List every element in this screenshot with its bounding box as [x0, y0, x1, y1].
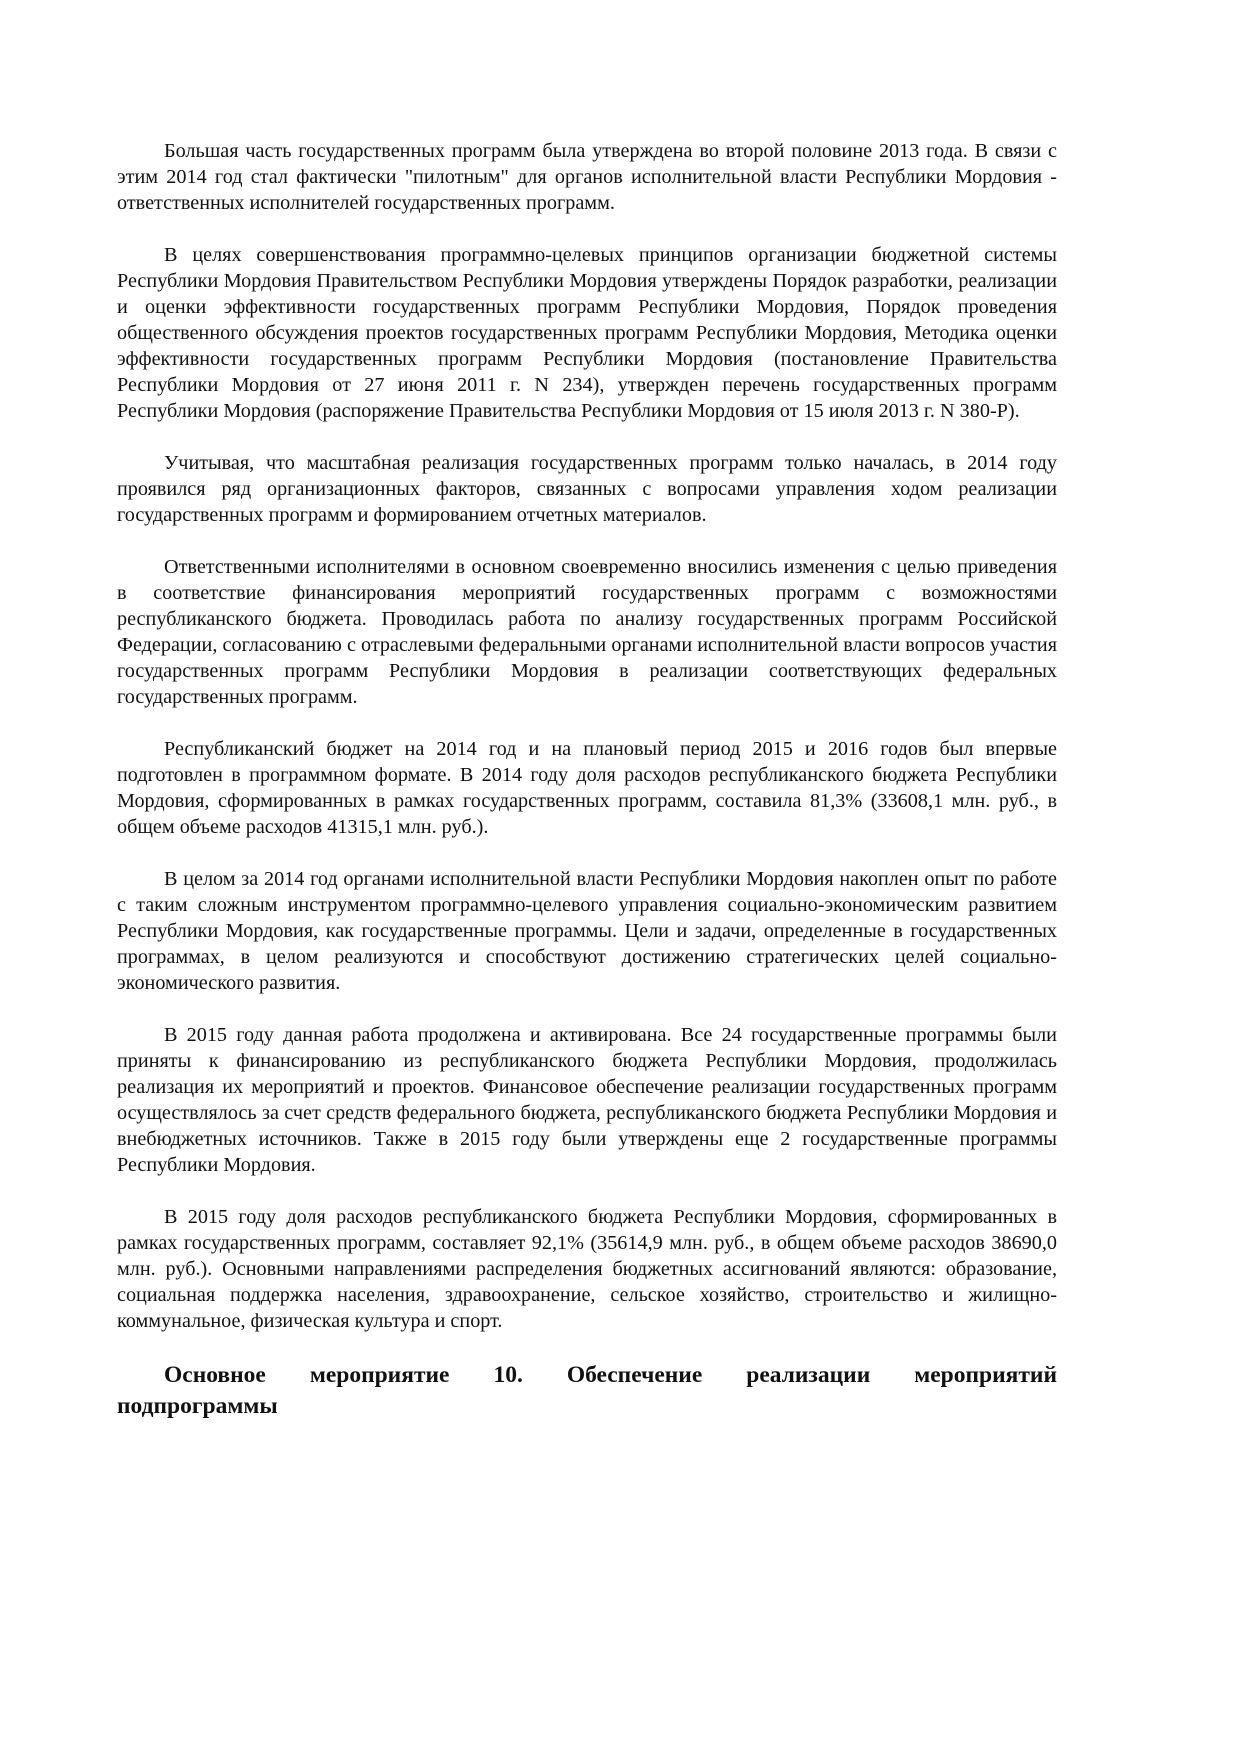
paragraph-pilot-year: Большая часть государственных программ была утверждена во второй половине 2013 года. В связи с этим 2014 год стал фактически "пилотным" для органов исполнительной власти Республики Мордовия - ответственных исполнителей государственных программ. — [117, 140, 1057, 214]
paragraph-work-2015: В 2015 году данная работа продолжена и активирована. Все 24 государственные программы были приняты к финансированию из республиканского бюджета Республики Мордовия, продолжилась реализация их мероприятий и проектов. Финансовое обеспечение реализации государственных программ осуществлялось за счет средств федерального бюджета, республиканского бюджета Республики Мордовия и внебюджетных источников. Также в 2015 году были утверждены еще 2 государственные программы Республики Мордовия. — [117, 1024, 1057, 1176]
paragraph-budget-2015: В 2015 году доля расходов республиканского бюджета Республики Мордовия, сформированных в рамках государственных программ, составляет 92,1% (35614,9 млн. руб., в общем объеме расходов 38690,0 млн. руб.). Основными направлениями распределения бюджетных ассигнований являются: образование, социальная поддержка населения, здравоохранение, сельское хозяйство, строительство и жилищно-коммунальное, физическая культура и спорт. — [117, 1206, 1057, 1332]
paragraph-program-principles: В целях совершенствования программно-целевых принципов организации бюджетной системы Республики Мордовия Правительством Республики Мордовия утверждены Порядок разработки, реализации и оценки эффективности государственных программ Республики Мордовия, Порядок проведения общественного обсуждения проектов государственных программ Республики Мордовия, Методика оценки эффективности государственных программ Республики Мордовия (постановление Правительства Республики Мордовия от 27 июня 2011 г. N 234), утвержден перечень государственных программ Республики Мордовия (распоряжение Правительства Республики Мордовия от 15 июля 2013 г. N 380-Р). — [117, 244, 1057, 422]
section-heading: Основное мероприятие 10. Обеспечение реализации мероприятий подпрограммы — [117, 1362, 1057, 1419]
paragraph-responsible-executors: Ответственными исполнителями в основном своевременно вносились изменения с целью приведения в соответствие финансирования мероприятий государственных программ с возможностями республиканского бюджета. Проводилась работа по анализу государственных программ Российской Федерации, согласованию с отраслевыми федеральными органами исполнительной власти вопросов участия государственных программ Республики Мордовия в реализации соответствующих федеральных государственных программ. — [117, 556, 1057, 708]
paragraph-experience-2014: В целом за 2014 год органами исполнительной власти Республики Мордовия накоплен опыт по работе с таким сложным инструментом программно-целевого управления социально-экономическим развитием Республики Мордовия, как государственные программы. Цели и задачи, определенные в государственных программах, в целом реализуются и способствуют достижению стратегических целей социально-экономического развития. — [117, 868, 1057, 994]
paragraph-organizational-factors: Учитывая, что масштабная реализация государственных программ только началась, в 2014 году проявился ряд организационных факторов, связанных с вопросами управления ходом реализации государственных программ и формированием отчетных материалов. — [117, 452, 1057, 526]
document-page — [117, 138, 1057, 1422]
paragraph-budget-2014: Республиканский бюджет на 2014 год и на плановый период 2015 и 2016 годов был впервые подготовлен в программном формате. В 2014 году доля расходов республиканского бюджета Республики Мордовия, сформированных в рамках государственных программ, составила 81,3% (33608,1 млн. руб., в общем объеме расходов 41315,1 млн. руб.). — [117, 738, 1057, 838]
